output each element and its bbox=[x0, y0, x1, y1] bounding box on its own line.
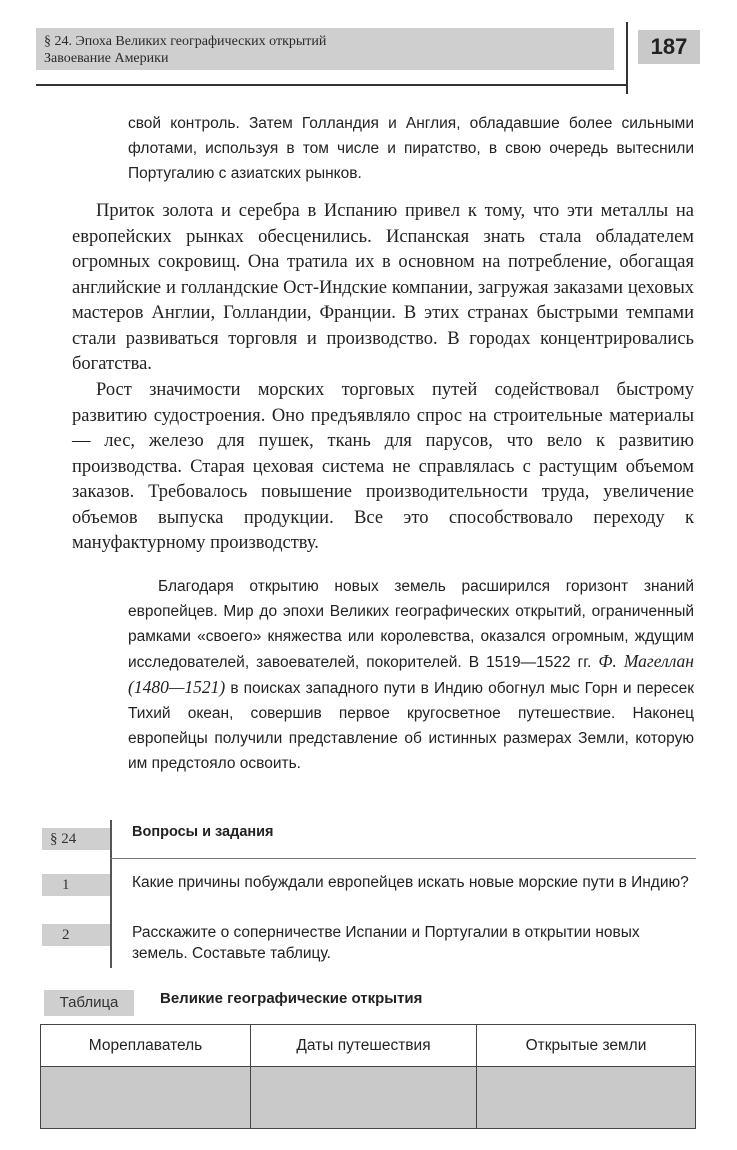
column-header-dates: Даты путешествия bbox=[251, 1025, 477, 1067]
paragraph-text: свой контроль. Затем Голландия и Англия, обладавшие более сильными флотами, используя в том числе и пиратство, в свою очередь вытеснили Португалию с азиатских рынков. bbox=[128, 115, 694, 182]
discoveries-table bbox=[40, 1024, 696, 1129]
table-cell-dates[interactable] bbox=[251, 1067, 477, 1129]
aside-text-before: Благодаря открытию новых земель расширился горизонт знаний европейцев. Мир до эпохи Великих географических открытий, ограниченный рамками «своего» княжества или королевства, оказался огромным, ждущим исследователей, завоевателей, покорителей. В 1519—1522 гг. bbox=[128, 578, 694, 671]
header-rule bbox=[36, 84, 628, 86]
header-chapter: § 24. Эпоха Великих географических открытий bbox=[44, 34, 327, 49]
questions-divider bbox=[110, 820, 112, 968]
paragraph-text: Рост значимости морских торговых путей содействовал быстрому развитию судостроения. Оно предъявляло спрос на строительные материалы — лес, железо для пушек, ткань для парусов, что вело к развитию производства. Старая цеховая система не справлялась с растущим объемом заказов. Требовалось повышение производительности труда, увеличение объемов выпуска продукции. Все это способствовало переходу к мануфактурному производству. bbox=[72, 380, 694, 553]
table-title: Великие географические открытия bbox=[160, 990, 423, 1007]
column-header-lands: Открытые земли bbox=[477, 1025, 696, 1067]
question-number-1: 1 bbox=[42, 874, 110, 896]
magellan-name: Ф. Магеллан (1480—1521) bbox=[128, 651, 694, 697]
questions-section bbox=[40, 820, 696, 968]
header-subtitle: Завоевание Америки bbox=[44, 51, 169, 66]
aside-text bbox=[128, 574, 694, 776]
section-tag: § 24 bbox=[42, 828, 110, 850]
paragraph-text: Приток золота и серебра в Испанию привел к тому, что эти металлы на европейских рынках обесценились. Испанская знать стала обладателем огромных сокровищ. Она тратила их в основном на потребление, обогащая английские и голландские Ост-Индские компании, загружая заказами цеховых мастеров Англии, Голландии, Франции. В этих странах быстрыми темпами стали развиваться торговля и производство. В городах концентрировались богатства. bbox=[72, 201, 694, 374]
aside-text-after: в поисках западного пути в Индию обогнул мыс Горн и пересек Тихий океан, совершив первое кругосветное путешествие. Наконец европейцы получили представление об истинных размерах Земли, которую им предстояло освоить. bbox=[128, 680, 694, 772]
running-header bbox=[44, 33, 326, 67]
question-2-text: Расскажите о соперничестве Испании и Португалии в открытии новых земель. Составьте таблицу. bbox=[132, 924, 640, 962]
question-number-2: 2 bbox=[42, 924, 110, 946]
question-1-text: Какие причины побуждали европейцев искать новые морские пути в Индию? bbox=[132, 874, 689, 891]
table-header-row bbox=[41, 1025, 696, 1067]
continued-paragraph bbox=[128, 111, 694, 186]
table-tag: Таблица bbox=[44, 990, 134, 1016]
aside-paragraph bbox=[128, 574, 694, 776]
table-cell-navigator[interactable] bbox=[41, 1067, 251, 1129]
column-header-navigator: Мореплаватель bbox=[41, 1025, 251, 1067]
page-number: 187 bbox=[638, 30, 700, 64]
main-paragraph-2 bbox=[72, 378, 694, 557]
questions-title: Вопросы и задания bbox=[132, 824, 274, 840]
table-cell-lands[interactable] bbox=[477, 1067, 696, 1129]
questions-rule bbox=[110, 858, 696, 859]
main-paragraph-1 bbox=[72, 199, 694, 378]
table-row bbox=[41, 1067, 696, 1129]
